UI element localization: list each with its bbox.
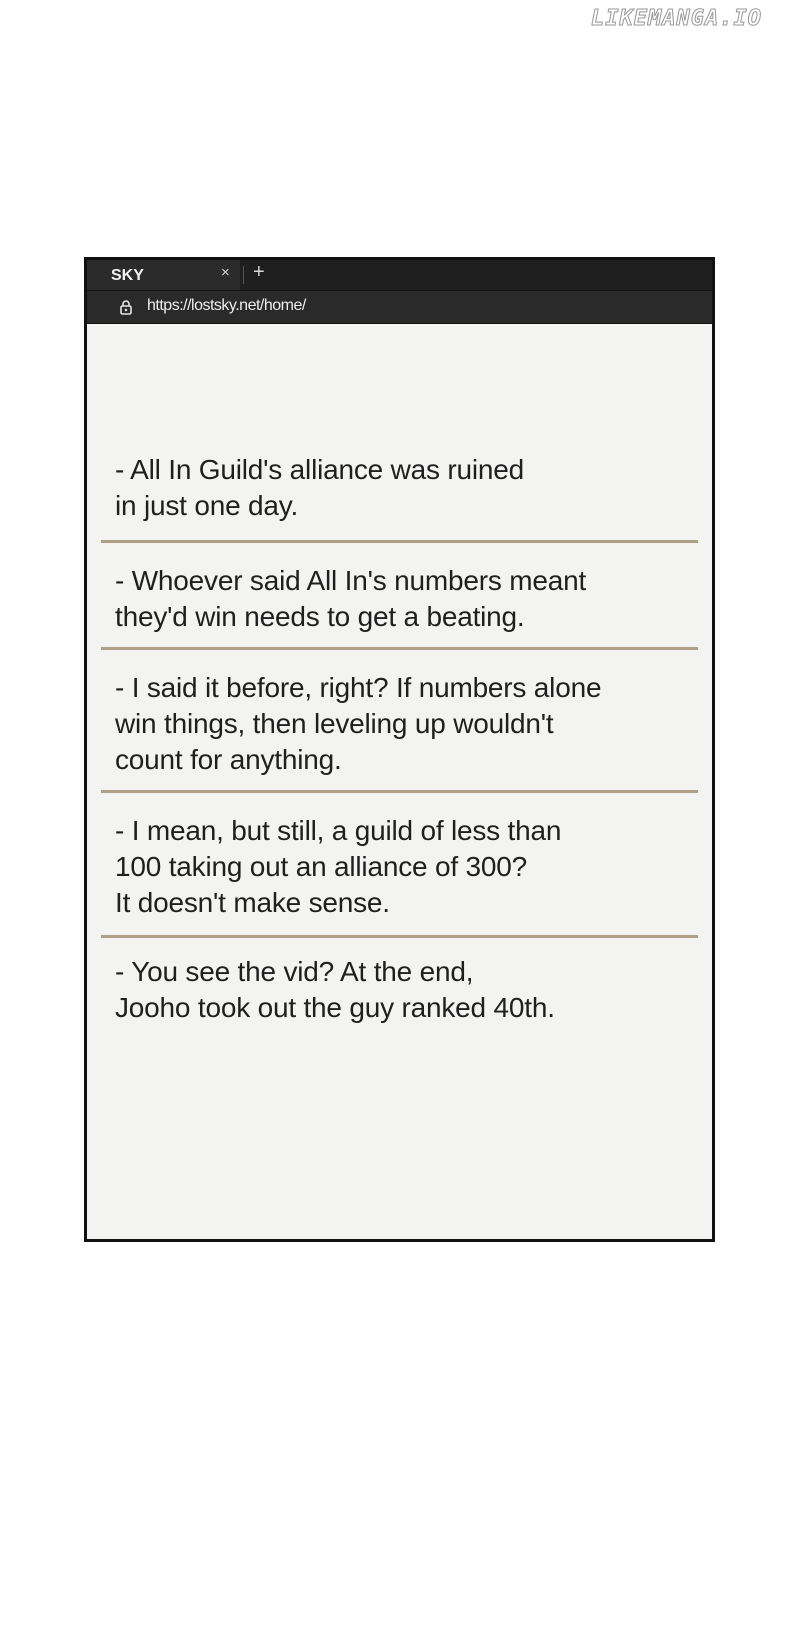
watermark: LIKEMANGA.IO <box>591 6 762 31</box>
browser-window <box>84 257 715 1242</box>
tab-title: SKY <box>111 267 144 284</box>
post-text: - Whoever said All In's numbers meant they'd win needs to get a beating. <box>115 565 587 632</box>
tab-divider <box>243 266 244 284</box>
post-separator <box>101 540 698 543</box>
close-icon[interactable]: × <box>221 264 230 281</box>
tab-sky[interactable] <box>87 260 240 290</box>
post-text: - You see the vid? At the end, Jooho took out the guy ranked 40th. <box>115 956 555 1023</box>
tab-bar <box>87 260 712 291</box>
page-content <box>87 324 712 1026</box>
post-text: - I said it before, right? If numbers alone win things, then leveling up wouldn't count for anything. <box>115 672 602 775</box>
url-text[interactable]: https://lostsky.net/home/ <box>147 297 306 314</box>
post-item <box>115 452 698 524</box>
address-bar[interactable] <box>87 291 712 324</box>
post-separator <box>101 790 698 793</box>
post-item <box>115 670 698 778</box>
post-text: - All In Guild's alliance was ruined in just one day. <box>115 454 525 521</box>
post-separator <box>101 935 698 938</box>
post-separator <box>101 647 698 650</box>
new-tab-icon[interactable]: + <box>253 261 265 283</box>
lock-icon <box>119 299 133 315</box>
post-item <box>115 813 698 921</box>
post-item <box>115 563 698 635</box>
post-item <box>115 954 698 1026</box>
post-text: - I mean, but still, a guild of less than 100 taking out an alliance of 300? It doesn't make sense. <box>115 815 562 918</box>
